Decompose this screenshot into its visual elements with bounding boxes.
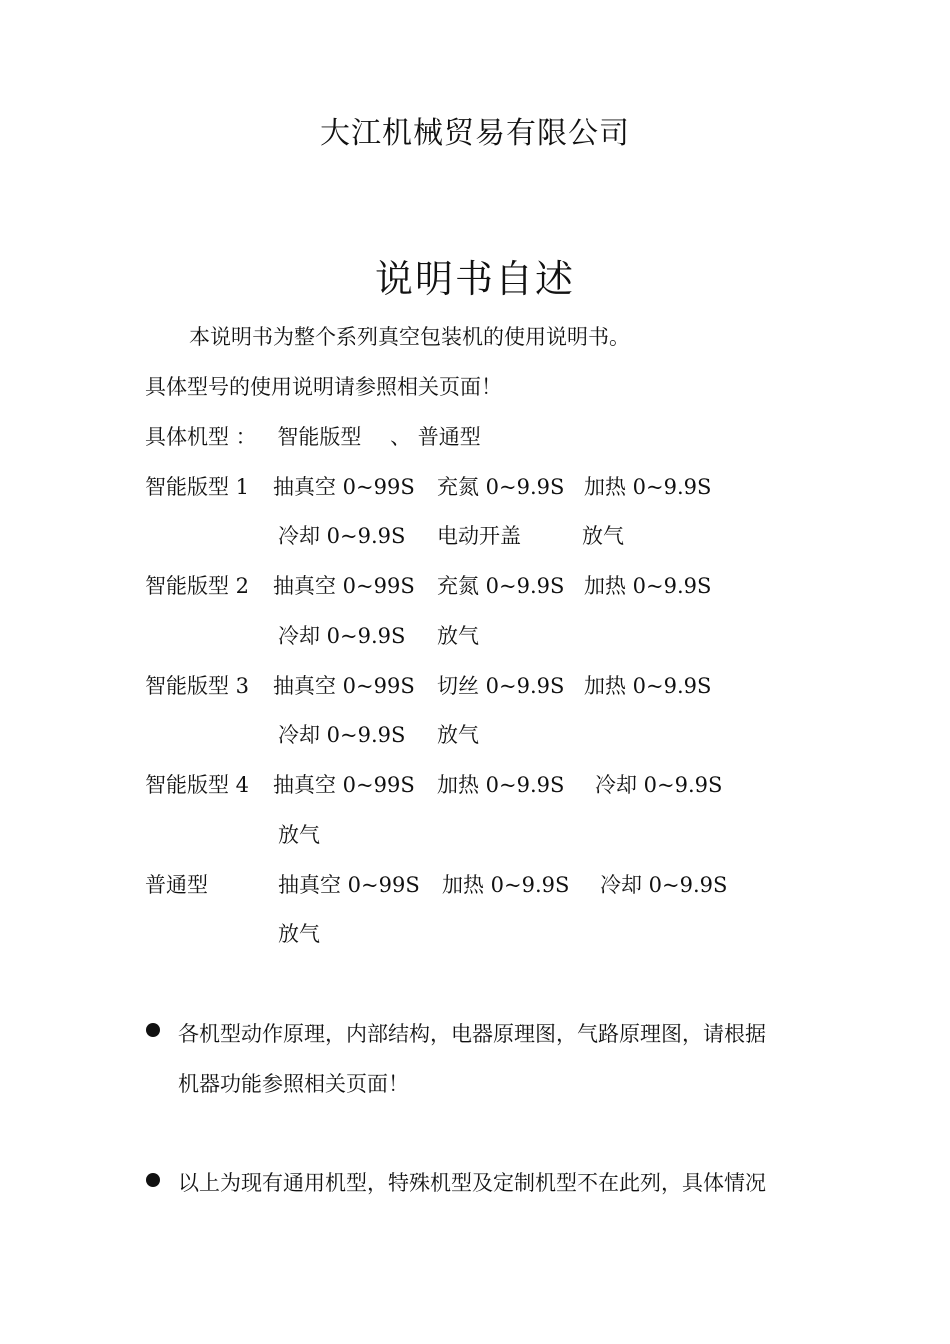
model-1-spec: 抽真空 0~99S xyxy=(273,475,415,499)
bullet-dot xyxy=(146,1023,160,1037)
model-1-spec: 冷却 0~9.9S xyxy=(278,524,406,548)
model-4-name: 智能版型 4 xyxy=(145,773,250,797)
model-3-name: 智能版型 3 xyxy=(145,674,250,698)
model-2-spec: 冷却 0~9.9S xyxy=(278,624,406,648)
models-value-standard: 普通型 xyxy=(417,425,481,449)
model-4-spec: 抽真空 0~99S xyxy=(273,773,415,797)
model-1-spec: 电动开盖 xyxy=(437,524,521,548)
model-1-spec: 加热 0~9.9S xyxy=(584,475,712,499)
model-2-spec: 抽真空 0~99S xyxy=(273,574,415,598)
intro-line-1: 本说明书为整个系列真空包装机的使用说明书。 xyxy=(189,325,630,349)
models-separator: 、 xyxy=(390,425,412,449)
company-name: 大江机械贸易有限公司 xyxy=(320,116,630,151)
model-2-spec: 放气 xyxy=(437,624,479,648)
note-1-line-2: 机器功能参照相关页面！ xyxy=(178,1072,409,1096)
models-label: 具体机型 ： xyxy=(145,425,257,449)
model-1-spec: 充氮 0~9.9S xyxy=(437,475,565,499)
model-standard-spec: 冷却 0~9.9S xyxy=(600,873,728,897)
model-4-spec: 冷却 0~9.9S xyxy=(595,773,723,797)
model-standard-spec: 抽真空 0~99S xyxy=(278,873,420,897)
note-2-line-1: 以上为现有通用机型，特殊机型及定制机型不在此列，具体情况 xyxy=(178,1171,766,1195)
document-title: 说明书自述 xyxy=(374,257,575,301)
note-1-line-1: 各机型动作原理，内部结构，电器原理图，气路原理图，请根据 xyxy=(178,1022,766,1046)
bullet-dot xyxy=(146,1173,160,1187)
model-3-spec: 抽真空 0~99S xyxy=(273,674,415,698)
model-4-spec: 放气 xyxy=(278,823,320,847)
model-3-spec: 放气 xyxy=(437,723,479,747)
model-2-spec: 加热 0~9.9S xyxy=(584,574,712,598)
model-1-name: 智能版型 1 xyxy=(145,475,250,499)
model-3-spec: 切丝 0~9.9S xyxy=(437,674,565,698)
model-standard-spec: 加热 0~9.9S xyxy=(442,873,570,897)
model-3-spec: 冷却 0~9.9S xyxy=(278,723,406,747)
models-row xyxy=(145,421,481,451)
model-4-spec: 加热 0~9.9S xyxy=(437,773,565,797)
models-value-smart: 智能版型 xyxy=(277,425,362,449)
model-standard-name: 普通型 xyxy=(145,873,208,897)
model-3-spec: 加热 0~9.9S xyxy=(584,674,712,698)
model-standard-spec: 放气 xyxy=(278,922,320,946)
intro-line-2: 具体型号的使用说明请参照相关页面！ xyxy=(145,375,502,399)
model-2-spec: 充氮 0~9.9S xyxy=(437,574,565,598)
model-2-name: 智能版型 2 xyxy=(145,574,250,598)
model-1-spec: 放气 xyxy=(582,524,624,548)
